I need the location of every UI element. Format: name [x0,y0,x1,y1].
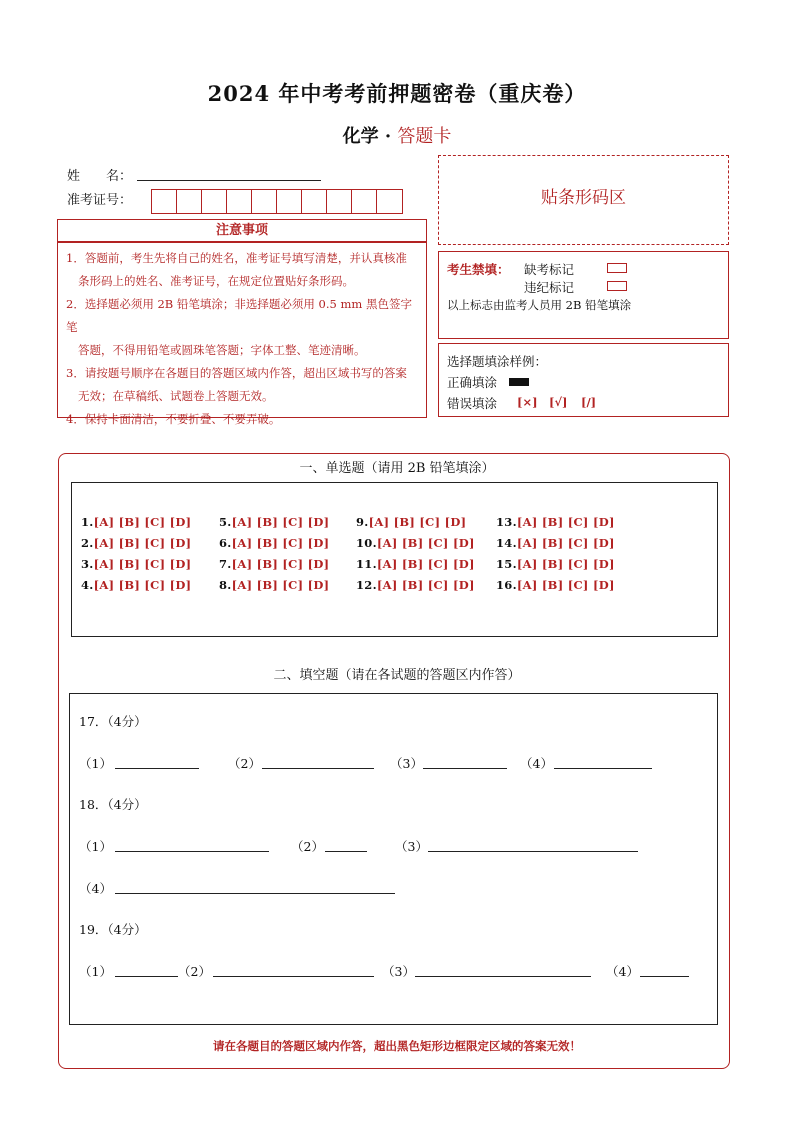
mcq-option-bubbles[interactable]: [A] [B] [C] [D] [376,557,475,571]
mcq-question [81,557,191,571]
q18-part2-label: （2） [291,839,324,854]
mcq-question-number: 8. [219,578,232,592]
mcq-option-bubbles[interactable]: [A] [B] [C] [D] [231,557,330,571]
note-item-cont: 条形码上的姓名、准考证号，在规定位置贴好条形码。 [78,274,354,288]
q17-part4-label: （4） [520,756,553,771]
q18-blank-4[interactable] [115,893,395,894]
bottom-warning: 请在各题目的答题区域内作答，超出黑色矩形边框限定区域的答案无效！ [213,1039,581,1053]
mcq-question-number: 15. [496,557,517,571]
mcq-option-bubbles[interactable]: [A] [B] [C] [D] [368,515,467,529]
id-digit-box[interactable] [327,190,352,213]
mcq-question [496,578,615,592]
mcq-question-number: 4. [81,578,94,592]
absent-label: 缺考标记 [524,262,575,277]
q17-blank-2[interactable] [262,768,374,769]
id-digit-box[interactable] [377,190,402,213]
examiner-marks-box [438,251,729,339]
mcq-question-number: 3. [81,557,94,571]
mcq-question-number: 13. [496,515,517,529]
q18-blank-1[interactable] [115,851,269,852]
subtitle-separator: · [384,126,392,147]
wrong-fill-label: 错误填涂 [447,396,498,411]
q19-part3-label: （3） [382,964,415,979]
id-digit-box[interactable] [277,190,302,213]
note-item: 4．保持卡面清洁，不要折叠、不要弄破。 [66,412,281,426]
mcq-option-bubbles[interactable]: [A] [B] [C] [D] [93,578,192,592]
q18-label: 18．（4分） [79,797,147,812]
q17-label: 17．（4分） [79,714,147,729]
mcq-question [81,515,191,529]
notes-box [57,242,427,426]
note-item: 2．选择题必须用 2B 铅笔填涂；非选择题必须用 0.5 mm 黑色签字笔 [66,297,412,334]
mcq-option-bubbles[interactable]: [A] [B] [C] [D] [376,578,475,592]
section1-title: 一、单选题（请用 2B 铅笔填涂） [299,461,495,476]
mcq-option-bubbles[interactable]: [A] [B] [C] [D] [376,536,475,550]
correct-fill-mark [509,378,529,386]
mcq-question [496,515,615,529]
wrong-mark-check: [√] [549,395,568,409]
name-field[interactable] [137,180,321,181]
mcq-option-bubbles[interactable]: [A] [B] [C] [D] [231,578,330,592]
mcq-option-bubbles[interactable]: [A] [B] [C] [D] [93,536,192,550]
id-digit-box[interactable] [202,190,227,213]
subtitle [0,122,794,148]
mcq-question-number: 6. [219,536,232,550]
q17-blank-3[interactable] [423,768,507,769]
correct-fill-label: 正确填涂 [447,375,498,390]
mcq-question [219,578,329,592]
mcq-option-bubbles[interactable]: [A] [B] [C] [D] [93,557,192,571]
id-digit-box[interactable] [302,190,327,213]
notes-heading: 注意事项 [57,219,427,242]
forbid-label: 考生禁填： [447,262,510,277]
q17-blank-4[interactable] [554,768,652,769]
q18-blank-2[interactable] [325,851,367,852]
mcq-option-bubbles[interactable]: [A] [B] [C] [D] [93,515,192,529]
q17-part3-label: （3） [390,756,423,771]
id-digit-box[interactable] [352,190,377,213]
q17-part2-label: （2） [228,756,261,771]
q19-part1-label: （1） [79,964,112,979]
mcq-option-bubbles[interactable]: [A] [B] [C] [D] [516,536,615,550]
note-item-cont: 无效；在草稿纸、试题卷上答题无效。 [78,389,274,403]
mcq-question [356,578,475,592]
mcq-option-bubbles[interactable]: [A] [B] [C] [D] [516,557,615,571]
q19-part2-label: （2） [178,964,211,979]
q19-blank-2[interactable] [213,976,374,977]
id-digit-box[interactable] [252,190,277,213]
section2-title: 二、填空题（请在各试题的答题区内作答） [273,668,521,683]
mcq-option-bubbles[interactable]: [A] [B] [C] [D] [231,536,330,550]
id-digit-box[interactable] [227,190,252,213]
mcq-question [496,536,615,550]
mcq-question-number: 14. [496,536,517,550]
page-title: 2024 年中考考前押题密卷（重庆卷） [207,81,587,106]
mcq-option-bubbles[interactable]: [A] [B] [C] [D] [516,578,615,592]
barcode-area: 贴条形码区 [438,155,729,245]
mcq-question [356,515,466,529]
mcq-option-bubbles[interactable]: [A] [B] [C] [D] [231,515,330,529]
mcq-question-number: 2. [81,536,94,550]
sample-title: 选择题填涂样例： [447,354,548,369]
wrong-mark-slash: [/] [581,395,597,409]
q19-part4-label: （4） [606,964,639,979]
id-number-grid[interactable] [151,189,403,214]
note-item-cont: 答题，不得用铅笔或圆珠笔答题；字体工整、笔迹清晰。 [78,343,366,357]
mcq-question-number: 12. [356,578,377,592]
q19-blank-1[interactable] [115,976,178,977]
mcq-question [219,557,329,571]
q18-part4-label: （4） [79,881,112,896]
mcq-question-number: 7. [219,557,232,571]
violation-label: 违纪标记 [524,280,575,295]
note-item: 3．请按题号顺序在各题目的答题区域内作答，超出区域书写的答案 [66,366,407,380]
forbid-note: 以上标志由监考人员用 2B 铅笔填涂 [447,298,632,312]
q18-blank-3[interactable] [428,851,638,852]
mcq-question [81,578,191,592]
fill-sample-box [438,343,729,417]
mcq-question-number: 11. [356,557,377,571]
mcq-question [81,536,191,550]
id-label: 准考证号： [67,193,133,208]
q18-part3-label: （3） [395,839,428,854]
mcq-question [219,515,329,529]
id-digit-box[interactable] [152,190,177,213]
q19-label: 19．（4分） [79,922,147,937]
mcq-option-bubbles[interactable]: [A] [B] [C] [D] [516,515,615,529]
mcq-question-number: 1. [81,515,94,529]
answer-card-label: 答题卡 [397,126,452,147]
q19-blank-4[interactable] [640,976,689,977]
q17-blank-1[interactable] [115,768,199,769]
mcq-question [356,536,475,550]
violation-mark-box[interactable] [607,281,627,291]
mcq-question [356,557,475,571]
mcq-question-number: 5. [219,515,232,529]
id-digit-box[interactable] [177,190,202,213]
absent-mark-box[interactable] [607,263,627,273]
note-item: 1．答题前，考生先将自己的姓名，准考证号填写清楚，并认真核准 [66,251,407,265]
q17-part1-label: （1） [79,756,112,771]
mcq-question [496,557,615,571]
mcq-question-number: 10. [356,536,377,550]
name-label: 姓 名： [67,169,133,184]
mcq-question-number: 9. [356,515,369,529]
q18-part1-label: （1） [79,839,112,854]
subject-label: 化学 [342,126,379,147]
wrong-mark-cross: [×] [517,395,538,409]
mcq-question [219,536,329,550]
q19-blank-3[interactable] [415,976,591,977]
mcq-question-number: 16. [496,578,517,592]
